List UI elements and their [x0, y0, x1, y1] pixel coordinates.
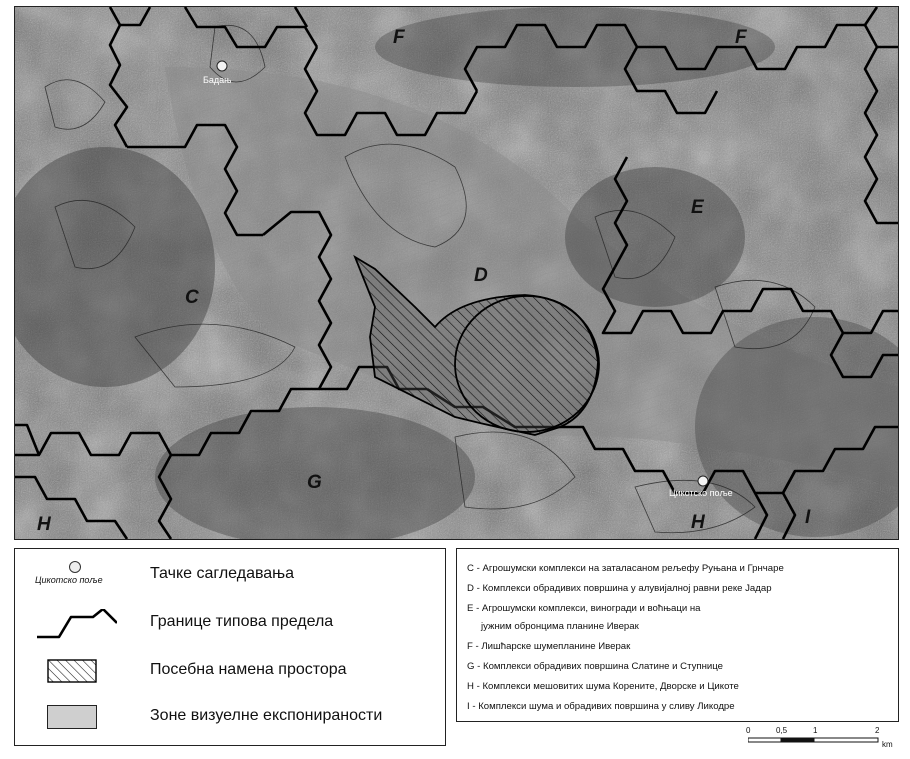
zone-label-f-2: F: [735, 27, 747, 48]
zone-label-c: C: [185, 287, 199, 308]
zone-label-d: D: [474, 265, 488, 286]
map-canvas: [15, 7, 898, 539]
legend-item-viewpoints: [15, 555, 445, 597]
key-line-g: G - Комплекси обрадивих површина Слатине и Ступнице: [467, 661, 723, 672]
key-line-i: I - Комплекси шума и обрадивих површина у сливу Ликодре: [467, 701, 735, 712]
scale-bar-graphic: [748, 736, 880, 744]
viewpoint-icon: [69, 561, 81, 573]
key-line-c: C - Агрошумски комплекси на заталасаном рељефу Руњана и Грнчаре: [467, 563, 784, 574]
legend-viewpoint-sample-label: Цикотско поље: [35, 575, 103, 585]
legend-label: Границе типова предела: [150, 613, 334, 630]
map-image: [14, 6, 899, 540]
viewpoint-label: Бадањ: [203, 75, 232, 85]
key-line-h: H - Комплекси мешовитих шума Корените, Дворске и Цикоте: [467, 681, 739, 692]
key-line-e: Е - Агрошумски комплекси, виногради и воћњаци на: [467, 603, 701, 614]
key-line-e-cont: јужним обронцима планине Иверак: [481, 621, 639, 632]
legend-item-special-use: [15, 653, 445, 689]
key-line-d: D - Комплекси обрадивих површина у алувијалној равни реке Јадар: [467, 583, 772, 594]
legend-item-exposure-zones: [15, 699, 445, 735]
zone-label-h-1: H: [37, 514, 51, 535]
scale-tick: 1: [813, 726, 818, 735]
legend-item-boundaries: [15, 605, 445, 641]
zone-label-e: E: [691, 197, 704, 218]
scale-unit: km: [882, 740, 893, 749]
zone-label-f-1: F: [393, 27, 405, 48]
scale-tick: 0,5: [776, 726, 788, 735]
viewpoint-icon: [698, 476, 708, 486]
viewpoint-label: Цикотско поље: [669, 488, 733, 498]
gray-area-icon: [47, 705, 97, 729]
legend-label: Зоне визуелне експонираности: [150, 707, 383, 724]
scale-bar: [740, 726, 900, 754]
hatched-area-icon: [47, 659, 97, 683]
landscape-types-key: [456, 548, 899, 722]
zone-label-g: G: [307, 472, 322, 493]
boundary-line-icon: [37, 609, 117, 639]
scale-tick: 0: [746, 726, 751, 735]
zone-label-i: I: [805, 507, 811, 528]
viewpoint-icon: [217, 61, 227, 71]
legend-label: Посебна намена простора: [150, 661, 347, 678]
legend: [14, 548, 446, 746]
legend-label: Тачке сагледавања: [150, 565, 295, 582]
zone-label-h-2: H: [691, 512, 705, 533]
key-line-f: F - Лишћарске шумепланине Иверак: [467, 641, 631, 652]
scale-tick: 2: [875, 726, 880, 735]
